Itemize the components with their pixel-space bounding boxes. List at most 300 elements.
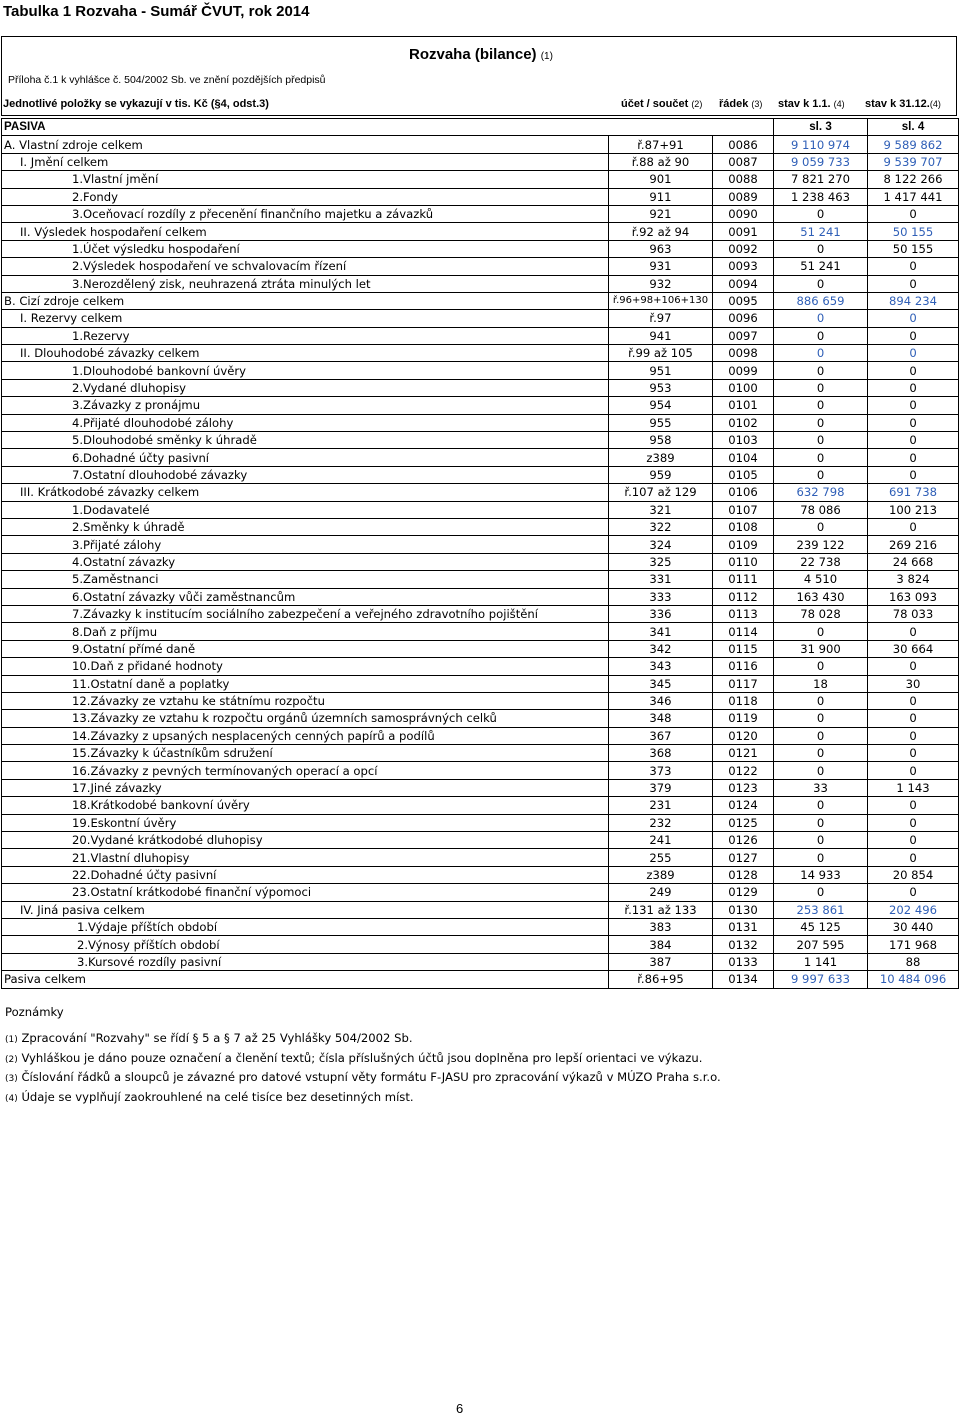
table-row [2, 553, 959, 570]
row-value-start: 0 [774, 710, 868, 727]
row-value-start: 0 [774, 379, 868, 396]
row-account: ř.92 až 94 [609, 223, 713, 240]
row-value-end: 50 155 [868, 240, 959, 257]
row-account: 959 [609, 466, 713, 483]
row-account: ř.97 [609, 310, 713, 327]
row-line-number: 0115 [713, 640, 774, 657]
row-account: ř.107 až 129 [609, 484, 713, 501]
row-line-number: 0126 [713, 832, 774, 849]
table-row [2, 658, 959, 675]
row-value-end: 0 [868, 327, 959, 344]
row-value-start: 0 [774, 432, 868, 449]
row-name: 5.Zaměstnanci [2, 571, 609, 588]
row-account: ř.87+91 [609, 136, 713, 153]
pasiva-header-row [2, 119, 959, 136]
row-line-number: 0111 [713, 571, 774, 588]
row-value-start: 51 241 [774, 223, 868, 240]
note-text: Číslování řádků a sloupců je závazné pro datové vstupní věty formátu F-JASU pro zpracování výkazů v MÚZO Praha s.r.o. [21, 1070, 721, 1085]
row-value-start: 0 [774, 275, 868, 292]
row-line-number: 0113 [713, 605, 774, 622]
table-row [2, 536, 959, 553]
row-line-number: 0118 [713, 692, 774, 709]
table-row [2, 171, 959, 188]
table-row [2, 345, 959, 362]
table-row [2, 414, 959, 431]
row-account: ř.88 až 90 [609, 153, 713, 170]
row-value-start: 78 028 [774, 605, 868, 622]
row-line-number: 0093 [713, 258, 774, 275]
row-line-number: 0099 [713, 362, 774, 379]
table-row [2, 884, 959, 901]
row-account: 231 [609, 797, 713, 814]
row-line-number: 0110 [713, 553, 774, 570]
row-account: 383 [609, 918, 713, 935]
row-line-number: 0112 [713, 588, 774, 605]
row-line-number: 0107 [713, 501, 774, 518]
row-value-end: 100 213 [868, 501, 959, 518]
row-value-end: 24 668 [868, 553, 959, 570]
row-line-number: 0102 [713, 414, 774, 431]
table-row [2, 866, 959, 883]
table-row [2, 397, 959, 414]
row-value-end: 30 [868, 675, 959, 692]
row-value-start: 9 110 974 [774, 136, 868, 153]
row-name: III. Krátkodobé závazky celkem [2, 484, 609, 501]
row-value-start: 0 [774, 658, 868, 675]
col-header-start: stav k 1.1. (4) [778, 98, 845, 110]
row-value-end: 171 968 [868, 936, 959, 953]
table-row [2, 727, 959, 744]
row-value-start: 207 595 [774, 936, 868, 953]
row-account: 324 [609, 536, 713, 553]
row-name: 21.Vlastní dluhopisy [2, 849, 609, 866]
table-row [2, 240, 959, 257]
row-account: 348 [609, 710, 713, 727]
row-value-start: 0 [774, 849, 868, 866]
row-account: 932 [609, 275, 713, 292]
row-line-number: 0117 [713, 675, 774, 692]
row-account: 958 [609, 432, 713, 449]
row-line-number: 0089 [713, 188, 774, 205]
table-row [2, 623, 959, 640]
row-account: 333 [609, 588, 713, 605]
row-line-number: 0134 [713, 971, 774, 988]
row-line-number: 0119 [713, 710, 774, 727]
row-value-end: 1 417 441 [868, 188, 959, 205]
table-row [2, 901, 959, 918]
row-value-end: 0 [868, 362, 959, 379]
row-name: 17.Jiné závazky [2, 779, 609, 796]
table-row [2, 971, 959, 988]
row-account: 368 [609, 745, 713, 762]
row-value-end: 0 [868, 310, 959, 327]
row-value-end: 269 216 [868, 536, 959, 553]
row-account: 901 [609, 171, 713, 188]
row-line-number: 0100 [713, 379, 774, 396]
row-value-start: 9 059 733 [774, 153, 868, 170]
row-value-start: 239 122 [774, 536, 868, 553]
notes-title: Poznámky [5, 1005, 64, 1019]
row-value-start: 0 [774, 797, 868, 814]
row-account: 345 [609, 675, 713, 692]
note-text: Zpracování "Rozvahy" se řídí § 5 a § 7 až 25 Vyhlášky 504/2002 Sb. [21, 1031, 413, 1046]
row-line-number: 0103 [713, 432, 774, 449]
row-account: ř.131 až 133 [609, 901, 713, 918]
row-line-number: 0094 [713, 275, 774, 292]
row-account: 387 [609, 953, 713, 970]
row-name: 2.Vydané dluhopisy [2, 379, 609, 396]
row-name: 2.Výnosy příštích období [2, 936, 609, 953]
row-name: 3.Nerozdělený zisk, neuhrazená ztráta minulých let [2, 275, 609, 292]
col-header-end: stav k 31.12.(4) [865, 98, 941, 110]
table-row [2, 918, 959, 935]
balance-table [1, 118, 959, 989]
row-line-number: 0101 [713, 397, 774, 414]
row-line-number: 0086 [713, 136, 774, 153]
row-value-end: 88 [868, 953, 959, 970]
table-row [2, 153, 959, 170]
row-value-start: 0 [774, 240, 868, 257]
col-header-account: účet / součet (2) [621, 98, 703, 110]
row-value-end: 0 [868, 623, 959, 640]
row-value-end: 8 122 266 [868, 171, 959, 188]
row-line-number: 0132 [713, 936, 774, 953]
row-line-number: 0131 [713, 918, 774, 935]
row-value-end: 894 234 [868, 292, 959, 309]
row-line-number: 0105 [713, 466, 774, 483]
table-row [2, 292, 959, 309]
row-value-end: 0 [868, 397, 959, 414]
row-value-end: 0 [868, 797, 959, 814]
row-value-start: 18 [774, 675, 868, 692]
note-mark: (1) [5, 1035, 18, 1046]
row-name: 2.Výsledek hospodaření ve schvalovacím řízení [2, 258, 609, 275]
row-value-start: 0 [774, 623, 868, 640]
row-line-number: 0125 [713, 814, 774, 831]
table-row [2, 327, 959, 344]
row-line-number: 0109 [713, 536, 774, 553]
row-value-end: 0 [868, 466, 959, 483]
row-value-start: 0 [774, 205, 868, 222]
pasiva-label: PASIVA [2, 119, 774, 136]
table-row [2, 814, 959, 831]
row-name: 13.Závazky ze vztahu k rozpočtu orgánů územních samosprávných celků [2, 710, 609, 727]
table-row [2, 779, 959, 796]
row-value-end: 0 [868, 745, 959, 762]
row-name: I. Rezervy celkem [2, 310, 609, 327]
table-row [2, 484, 959, 501]
row-value-start: 0 [774, 327, 868, 344]
table-row [2, 310, 959, 327]
row-value-end: 0 [868, 710, 959, 727]
row-value-end: 9 539 707 [868, 153, 959, 170]
table-row [2, 205, 959, 222]
table-row [2, 449, 959, 466]
row-name: 6.Ostatní závazky vůči zaměstnancům [2, 588, 609, 605]
row-value-start: 9 997 633 [774, 971, 868, 988]
note-mark: (4) [5, 1093, 18, 1104]
notes-list [5, 1030, 721, 1108]
row-line-number: 0124 [713, 797, 774, 814]
row-account: 911 [609, 188, 713, 205]
table-row [2, 692, 959, 709]
row-value-end: 0 [868, 275, 959, 292]
row-value-start: 51 241 [774, 258, 868, 275]
row-value-start: 0 [774, 362, 868, 379]
notes-section [5, 1004, 721, 1108]
row-name: 10.Daň z přidané hodnoty [2, 658, 609, 675]
row-line-number: 0133 [713, 953, 774, 970]
table-row [2, 640, 959, 657]
table-row [2, 797, 959, 814]
row-value-start: 0 [774, 762, 868, 779]
row-value-start: 0 [774, 466, 868, 483]
table-row [2, 849, 959, 866]
row-line-number: 0130 [713, 901, 774, 918]
row-account: 321 [609, 501, 713, 518]
table-row [2, 953, 959, 970]
row-name: II. Výsledek hospodaření celkem [2, 223, 609, 240]
row-value-end: 20 854 [868, 866, 959, 883]
sl4-label: sl. 4 [868, 119, 959, 136]
table-row [2, 605, 959, 622]
row-value-start: 0 [774, 518, 868, 535]
row-value-start: 0 [774, 310, 868, 327]
row-account: 341 [609, 623, 713, 640]
row-line-number: 0123 [713, 779, 774, 796]
row-name: 3.Kursové rozdíly pasivní [2, 953, 609, 970]
row-line-number: 0090 [713, 205, 774, 222]
note-item [5, 1030, 721, 1049]
row-name: 19.Eskontní úvěry [2, 814, 609, 831]
row-line-number: 0108 [713, 518, 774, 535]
row-account: 346 [609, 692, 713, 709]
row-name: A. Vlastní zdroje celkem [2, 136, 609, 153]
sl3-label: sl. 3 [774, 119, 868, 136]
polozky-text: Jednotlivé položky se vykazují v tis. Kč (§4, odst.3) [3, 98, 269, 110]
row-value-end: 202 496 [868, 901, 959, 918]
row-value-start: 0 [774, 832, 868, 849]
table-row [2, 362, 959, 379]
note-text: Údaje se vyplňují zaokrouhlené na celé tisíce bez desetinných míst. [21, 1089, 414, 1104]
row-value-start: 253 861 [774, 901, 868, 918]
row-account: 331 [609, 571, 713, 588]
column-header-row [2, 96, 957, 114]
row-name: 1.Vlastní jmění [2, 171, 609, 188]
row-name: 16.Závazky z pevných termínovaných operací a opcí [2, 762, 609, 779]
row-name: 12.Závazky ze vztahu ke státnímu rozpočtu [2, 692, 609, 709]
table-row [2, 832, 959, 849]
row-account: 342 [609, 640, 713, 657]
row-name: 7.Závazky k institucím sociálního zabezpečení a veřejného zdravotního pojištění [2, 605, 609, 622]
row-value-start: 14 933 [774, 866, 868, 883]
row-value-start: 78 086 [774, 501, 868, 518]
row-account: 963 [609, 240, 713, 257]
row-account: ř.86+95 [609, 971, 713, 988]
priloha-text: Příloha č.1 k vyhlášce č. 504/2002 Sb. ve znění pozdějších předpisů [8, 74, 326, 86]
row-value-start: 0 [774, 414, 868, 431]
row-account: 373 [609, 762, 713, 779]
row-value-start: 22 738 [774, 553, 868, 570]
row-value-start: 0 [774, 692, 868, 709]
row-name: 7.Ostatní dlouhodobé závazky [2, 466, 609, 483]
row-value-end: 0 [868, 762, 959, 779]
row-name: 8.Daň z příjmu [2, 623, 609, 640]
row-account: 951 [609, 362, 713, 379]
row-value-end: 0 [868, 849, 959, 866]
table-row [2, 675, 959, 692]
row-name: 1.Dlouhodobé bankovní úvěry [2, 362, 609, 379]
row-value-end: 0 [868, 658, 959, 675]
row-name: 1.Účet výsledku hospodaření [2, 240, 609, 257]
row-value-start: 0 [774, 449, 868, 466]
row-name: 18.Krátkodobé bankovní úvěry [2, 797, 609, 814]
row-account: 241 [609, 832, 713, 849]
row-value-end: 10 484 096 [868, 971, 959, 988]
row-value-start: 163 430 [774, 588, 868, 605]
row-value-start: 45 125 [774, 918, 868, 935]
row-account: 322 [609, 518, 713, 535]
row-value-start: 1 141 [774, 953, 868, 970]
row-line-number: 0097 [713, 327, 774, 344]
row-account: z389 [609, 866, 713, 883]
row-value-end: 691 738 [868, 484, 959, 501]
row-value-start: 632 798 [774, 484, 868, 501]
row-name: 2.Fondy [2, 188, 609, 205]
table-row [2, 258, 959, 275]
row-value-end: 1 143 [868, 779, 959, 796]
row-value-end: 50 155 [868, 223, 959, 240]
col-header-line: řádek (3) [719, 98, 763, 110]
row-account: 232 [609, 814, 713, 831]
row-value-end: 9 589 862 [868, 136, 959, 153]
row-line-number: 0121 [713, 745, 774, 762]
table-row [2, 588, 959, 605]
row-value-start: 0 [774, 727, 868, 744]
row-name: Pasiva celkem [2, 971, 609, 988]
document-title: Tabulka 1 Rozvaha - Sumář ČVUT, rok 2014 [3, 3, 310, 20]
row-value-end: 30 440 [868, 918, 959, 935]
row-line-number: 0091 [713, 223, 774, 240]
row-value-end: 0 [868, 727, 959, 744]
table-row [2, 762, 959, 779]
note-item [5, 1089, 721, 1108]
row-account: ř.96+98+106+130 [609, 292, 713, 309]
note-text: Vyhláškou je dáno pouze označení a členění textů; čísla příslušných účtů jsou doplněna pro lepší orientaci ve výkazu. [21, 1050, 703, 1065]
row-name: 1.Dodavatelé [2, 501, 609, 518]
row-line-number: 0128 [713, 866, 774, 883]
row-account: 255 [609, 849, 713, 866]
row-value-start: 31 900 [774, 640, 868, 657]
row-value-end: 0 [868, 832, 959, 849]
row-line-number: 0095 [713, 292, 774, 309]
row-account: ř.99 až 105 [609, 345, 713, 362]
row-line-number: 0104 [713, 449, 774, 466]
row-name: I. Jmění celkem [2, 153, 609, 170]
row-account: 384 [609, 936, 713, 953]
table-row [2, 518, 959, 535]
row-name: 3.Oceňovací rozdíly z přecenění finančního majetku a závazků [2, 205, 609, 222]
row-line-number: 0120 [713, 727, 774, 744]
row-value-start: 7 821 270 [774, 171, 868, 188]
row-value-end: 0 [868, 884, 959, 901]
row-value-start: 0 [774, 814, 868, 831]
row-value-start: 0 [774, 745, 868, 762]
table-row [2, 936, 959, 953]
table-row [2, 432, 959, 449]
row-line-number: 0116 [713, 658, 774, 675]
row-value-start: 33 [774, 779, 868, 796]
row-account: 325 [609, 553, 713, 570]
rozvaha-heading [409, 46, 553, 63]
row-value-end: 0 [868, 449, 959, 466]
row-line-number: 0088 [713, 171, 774, 188]
row-value-end: 0 [868, 258, 959, 275]
row-line-number: 0098 [713, 345, 774, 362]
row-value-end: 0 [868, 432, 959, 449]
row-value-start: 0 [774, 345, 868, 362]
row-value-start: 886 659 [774, 292, 868, 309]
table-row [2, 188, 959, 205]
row-account: 955 [609, 414, 713, 431]
row-name: 11.Ostatní daně a poplatky [2, 675, 609, 692]
row-value-end: 0 [868, 414, 959, 431]
note-mark: (2) [5, 1054, 18, 1065]
row-value-end: 0 [868, 518, 959, 535]
rozvaha-title: Rozvaha (bilance) [409, 46, 537, 63]
row-value-end: 163 093 [868, 588, 959, 605]
row-account: 367 [609, 727, 713, 744]
row-value-start: 1 238 463 [774, 188, 868, 205]
table-row [2, 571, 959, 588]
row-account: 941 [609, 327, 713, 344]
row-line-number: 0092 [713, 240, 774, 257]
row-value-end: 0 [868, 205, 959, 222]
table-row [2, 136, 959, 153]
row-account: 336 [609, 605, 713, 622]
row-value-start: 4 510 [774, 571, 868, 588]
row-name: 4.Ostatní závazky [2, 553, 609, 570]
note-mark: (3) [5, 1074, 18, 1085]
table-row [2, 223, 959, 240]
row-value-end: 0 [868, 345, 959, 362]
row-name: 20.Vydané krátkodobé dluhopisy [2, 832, 609, 849]
row-account: z389 [609, 449, 713, 466]
row-name: 3.Závazky z pronájmu [2, 397, 609, 414]
row-name: 9.Ostatní přímé daně [2, 640, 609, 657]
note-item [5, 1069, 721, 1088]
row-value-start: 0 [774, 397, 868, 414]
table-row [2, 466, 959, 483]
row-value-end: 3 824 [868, 571, 959, 588]
row-value-end: 30 664 [868, 640, 959, 657]
page-number: 6 [456, 1401, 464, 1416]
table-row [2, 501, 959, 518]
row-name: 23.Ostatní krátkodobé finanční výpomoci [2, 884, 609, 901]
row-name: 1.Rezervy [2, 327, 609, 344]
row-line-number: 0122 [713, 762, 774, 779]
row-name: 22.Dohadné účty pasivní [2, 866, 609, 883]
row-line-number: 0096 [713, 310, 774, 327]
row-value-end: 0 [868, 379, 959, 396]
row-value-start: 0 [774, 884, 868, 901]
row-name: IV. Jiná pasiva celkem [2, 901, 609, 918]
row-line-number: 0087 [713, 153, 774, 170]
rozvaha-note: (1) [540, 51, 553, 62]
row-value-end: 78 033 [868, 605, 959, 622]
row-name: 15.Závazky k účastníkům sdružení [2, 745, 609, 762]
row-line-number: 0106 [713, 484, 774, 501]
